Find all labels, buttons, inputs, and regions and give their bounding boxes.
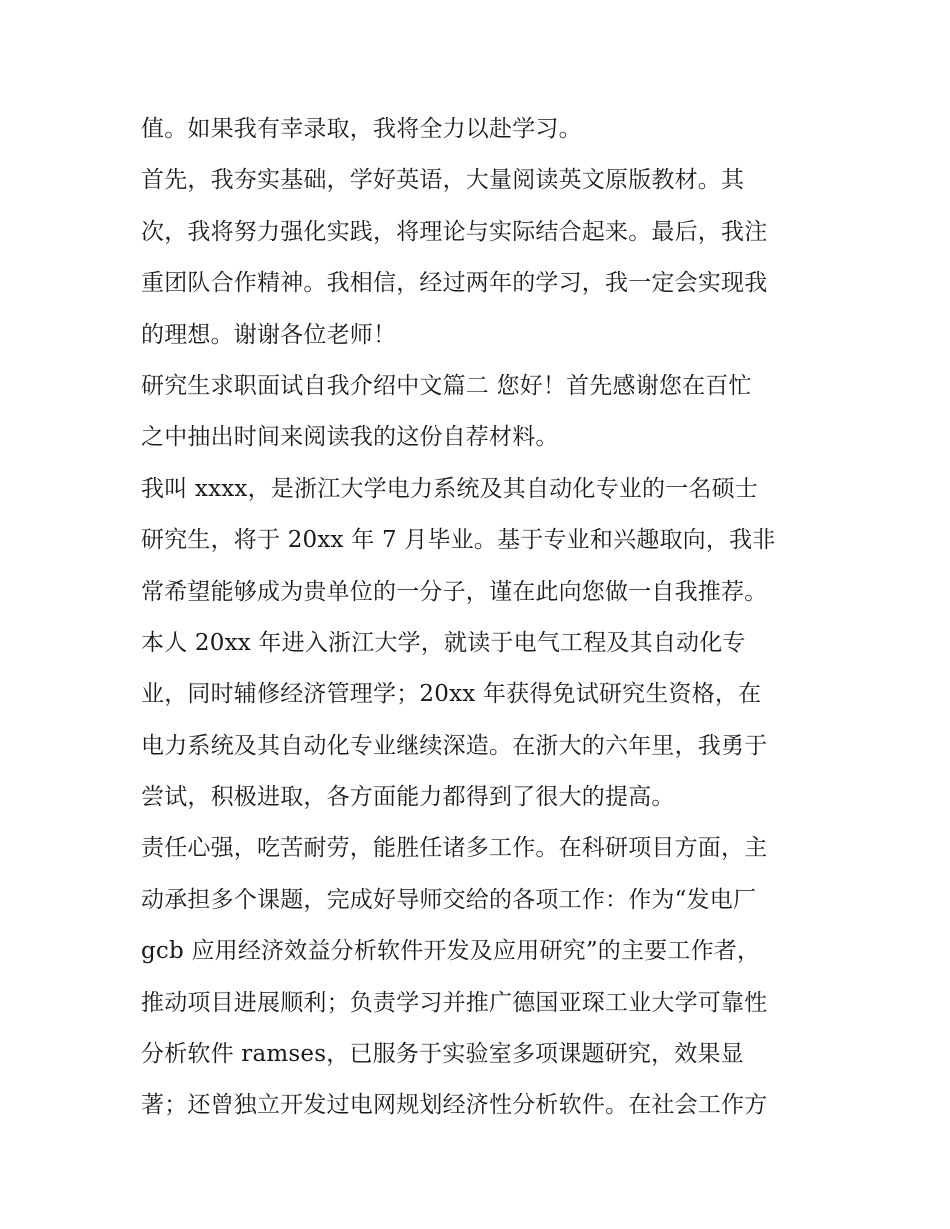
text-line: 重团队合作精神。我相信，经过两年的学习，我一定会实现我 (141, 270, 768, 297)
text-line: 常希望能够成为贵单位的一分子，谨在此向您做一自我推荐。 (141, 578, 768, 605)
text-line: 责任心强，吃苦耐劳，能胜任诸多工作。在科研项目方面，主 (141, 835, 768, 862)
text-line: 之中抽出时间来阅读我的这份自荐材料。 (141, 424, 559, 451)
text-line: 动承担多个课题，完成好导师交给的各项工作：作为“发电厂 (141, 886, 757, 913)
body-text (141, 104, 831, 1132)
text-line: 推动项目进展顺利；负责学习并推广德国亚琛工业大学可靠性 (141, 989, 768, 1016)
text-line: 的理想。谢谢各位老师！ (141, 321, 397, 348)
text-line: 次，我将努力强化实践，将理论与实际结合起来。最后，我注 (141, 218, 768, 245)
text-line: 我叫 xxxx，是浙江大学电力系统及其自动化专业的一名硕士 (141, 475, 758, 502)
text-line: 本人 20xx 年进入浙江大学，就读于电气工程及其自动化专 (141, 629, 746, 656)
text-line: 尝试，积极进取，各方面能力都得到了很大的提高。 (141, 784, 675, 811)
text-line: 著；还曾独立开发过电网规划经济性分析软件。在社会工作方 (141, 1092, 768, 1119)
text-line: 研究生求职面试自我介绍中文篇二 您好！首先感谢您在百忙 (141, 372, 752, 399)
text-line: 值。如果我有幸录取，我将全力以赴学习。 (141, 116, 582, 142)
text-line: 业，同时辅修经济管理学；20xx 年获得免试研究生资格，在 (141, 681, 762, 708)
text-line: 首先，我夯实基础，学好英语，大量阅读英文原版教材。其 (141, 167, 745, 194)
text-line: 分析软件 ramses，已服务于实验室多项课题研究，效果显 (141, 1041, 744, 1068)
text-line: 电力系统及其自动化专业继续深造。在浙大的六年里，我勇于 (141, 732, 768, 759)
text-line: gcb 应用经济效益分析软件开发及应用研究”的主要工作者， (141, 938, 761, 965)
text-line: 研究生，将于 20xx 年 7 月毕业。基于专业和兴趣取向，我非 (141, 527, 776, 554)
